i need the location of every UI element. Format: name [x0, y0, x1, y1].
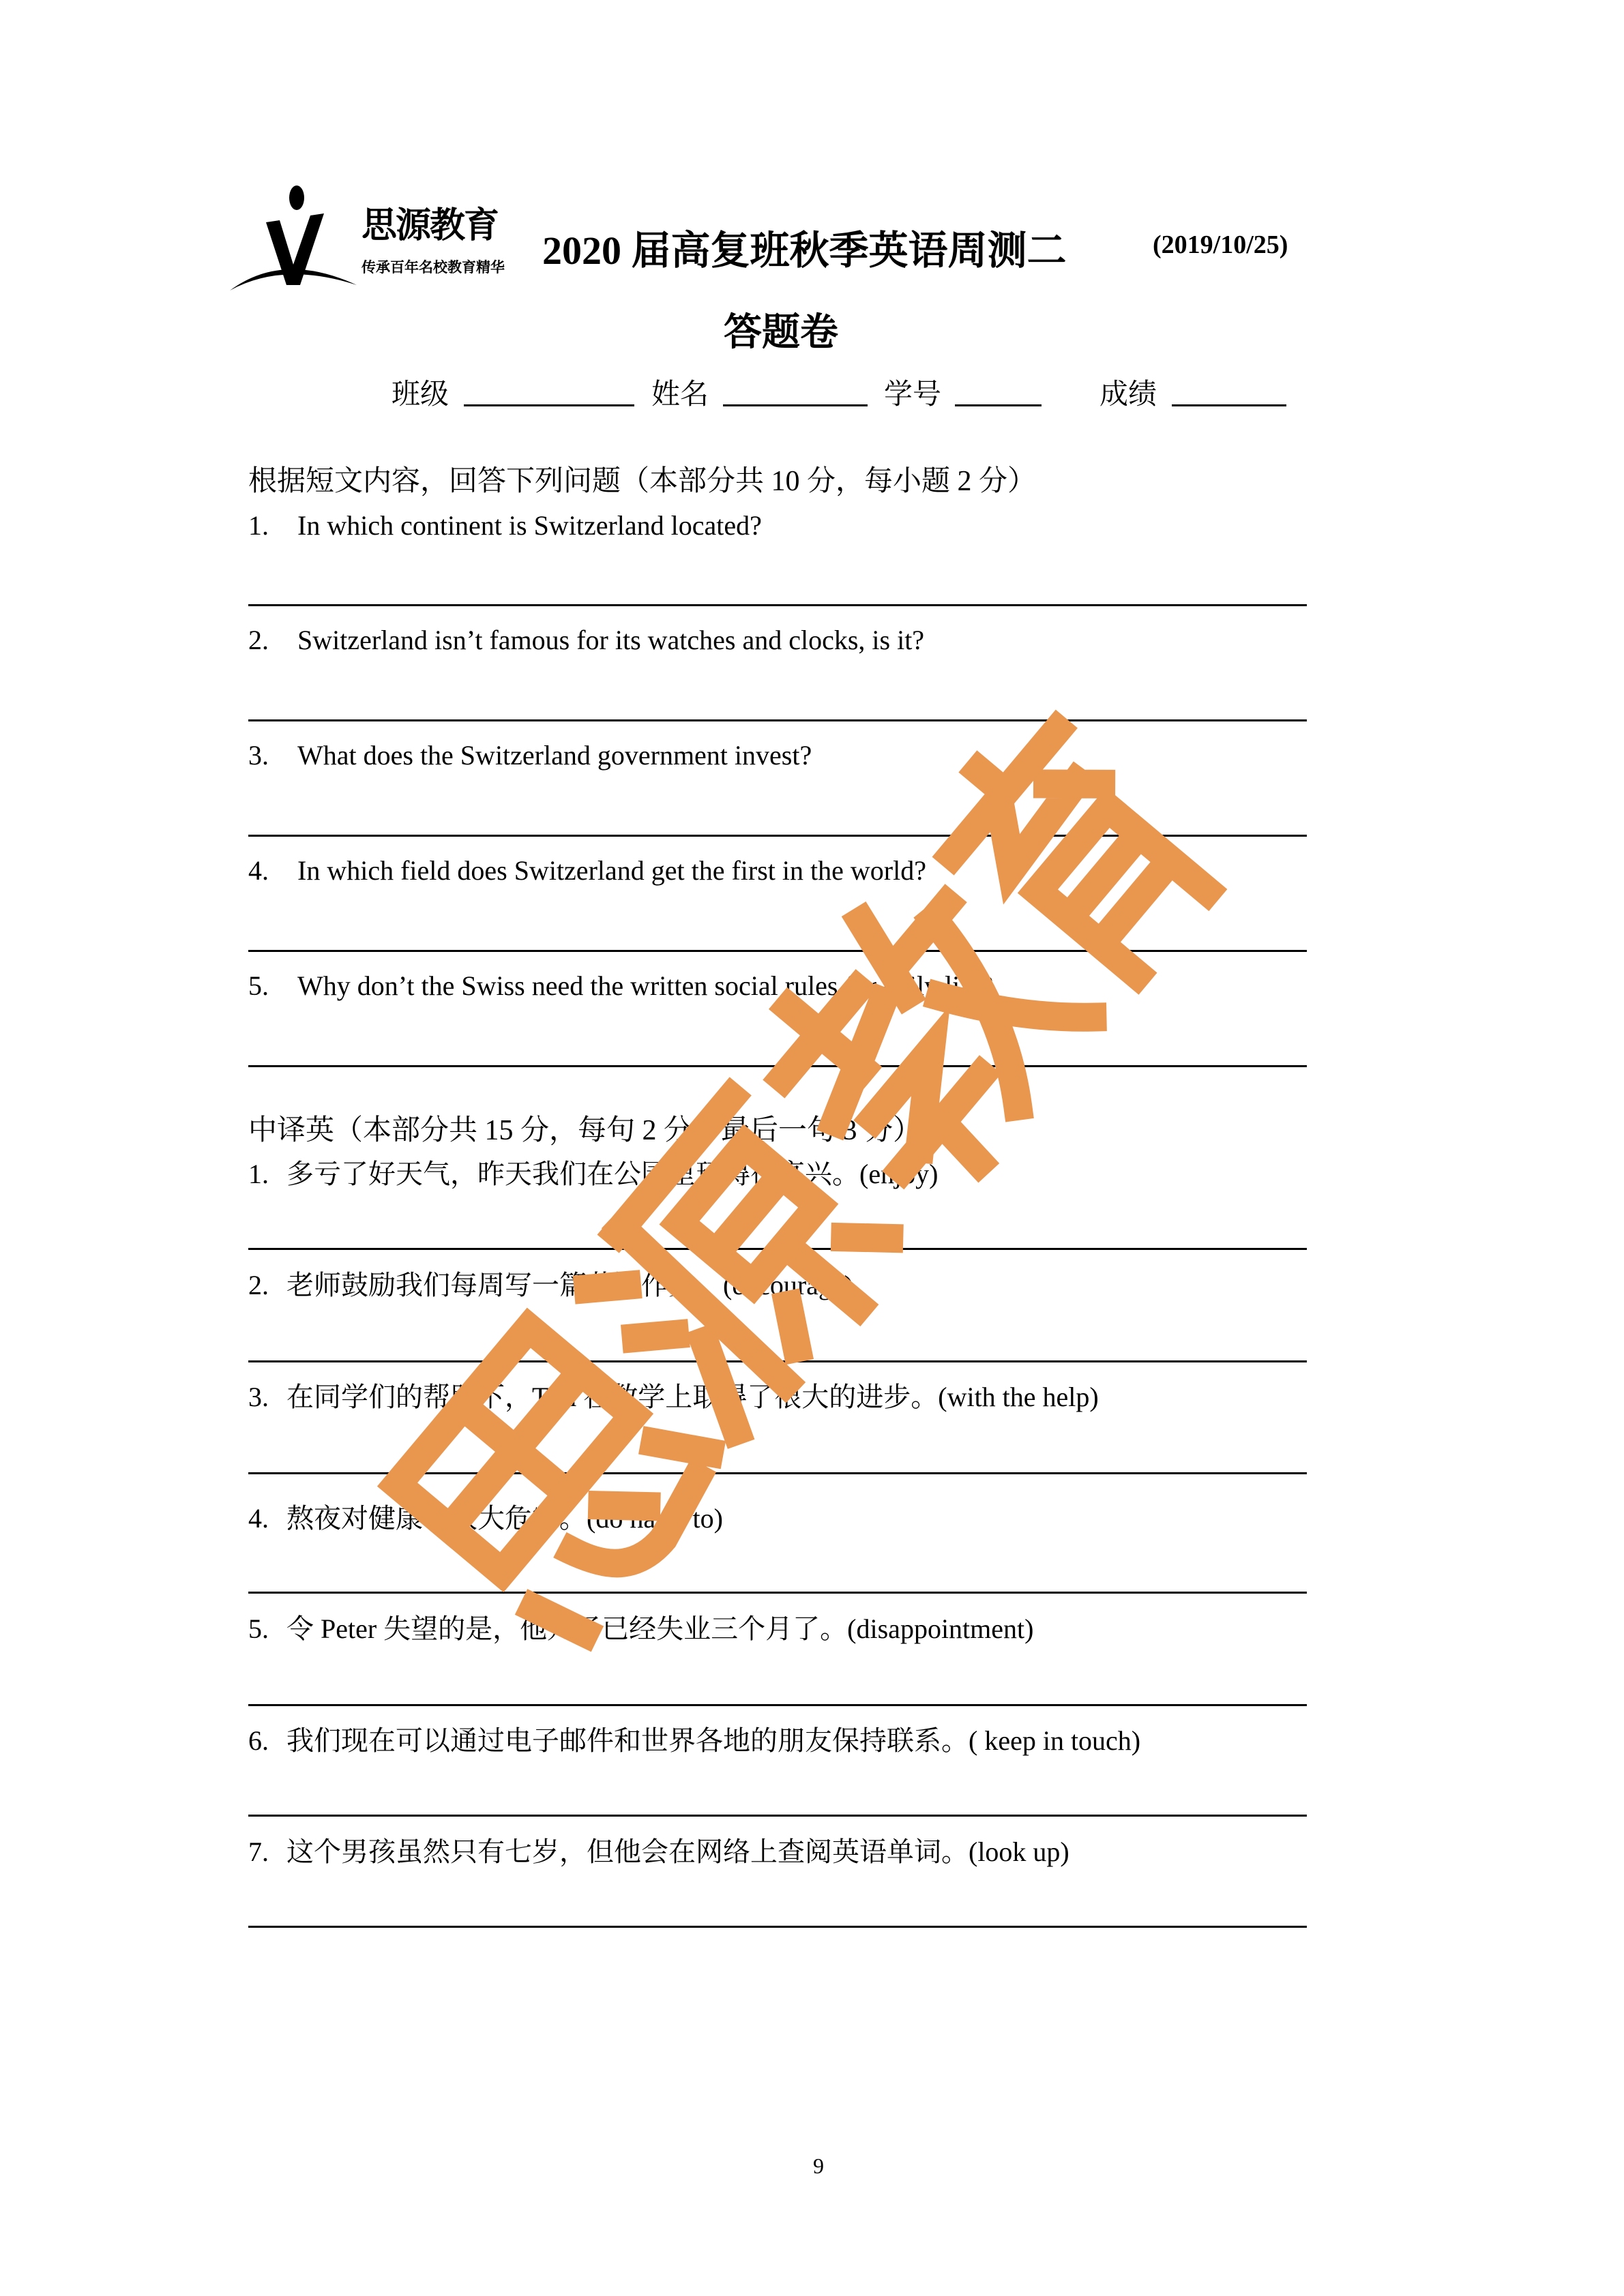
logo-slogan: 传承百年名校教育精华	[361, 259, 505, 275]
answer-line	[248, 1360, 1307, 1362]
watermark-glyph	[926, 708, 1225, 996]
answer-line	[248, 835, 1307, 837]
score-label: 成绩	[1099, 379, 1157, 411]
exam-date: (2019/10/25)	[1153, 230, 1288, 259]
answer-line	[248, 604, 1307, 606]
question: 5. 令 Peter 失望的是，他儿子已经失业三个月了。(disappointment)	[248, 1613, 1034, 1644]
section-heading: 根据短文内容，回答下列问题（本部分共 10 分，每小题 2 分）	[248, 466, 1037, 497]
class-blank	[464, 404, 634, 406]
question: 2. 老师鼓励我们每周写一篇英语作文。(encourage)	[248, 1270, 853, 1300]
page-number: 9	[813, 2153, 824, 2178]
answer-line	[248, 719, 1307, 721]
logo	[228, 183, 515, 292]
question: 1. 多亏了好天气，昨天我们在公园里玩得很高兴。(enjoy)	[248, 1159, 939, 1189]
student-id-label: 学号	[884, 379, 942, 411]
page-title: 2020 届高复班秋季英语周测二	[542, 228, 1067, 273]
question: 4. 熬夜对健康有很大危害。(do harm to)	[248, 1503, 723, 1534]
question: 3. 在同学们的帮助下，Tim 在数学上取得了很大的进步。(with the help)	[248, 1382, 1099, 1412]
name-blank	[723, 404, 868, 406]
answer-line	[248, 1815, 1307, 1817]
name-label: 姓名	[651, 379, 709, 411]
page-subtitle: 答题卷	[724, 312, 838, 354]
class-label: 班级	[392, 379, 449, 411]
question: 7. 这个男孩虽然只有七岁，但他会在网络上查阅英语单词。(look up)	[248, 1836, 1069, 1867]
question: 6. 我们现在可以通过电子邮件和世界各地的朋友保持联系。( keep in touch)	[248, 1725, 1141, 1756]
student-id-blank	[955, 404, 1042, 406]
answer-line	[248, 1065, 1307, 1067]
question: 5. Why don’t the Swiss need the written social rules for daily life?	[248, 970, 994, 1001]
score-blank	[1172, 404, 1286, 406]
answer-line	[248, 1472, 1307, 1474]
question: 2. Switzerland isn’t famous for its watches and clocks, is it?	[248, 625, 925, 655]
question: 3. What does the Switzerland government invest?	[248, 740, 812, 771]
answer-line	[248, 1592, 1307, 1594]
logo-name: 思源教育	[361, 205, 499, 246]
answer-line	[248, 950, 1307, 952]
answer-line	[248, 1926, 1307, 1928]
question: 4. In which field does Switzerland get the first in the world?	[248, 855, 926, 886]
answer-line	[248, 1704, 1307, 1706]
section-heading: 中译英（本部分共 15 分，每句 2 分，最后一句 3 分）	[248, 1115, 922, 1146]
answer-line	[248, 1248, 1307, 1250]
logo-figure-icon	[228, 183, 358, 292]
question: 1. In which continent is Switzerland located?	[248, 510, 762, 541]
